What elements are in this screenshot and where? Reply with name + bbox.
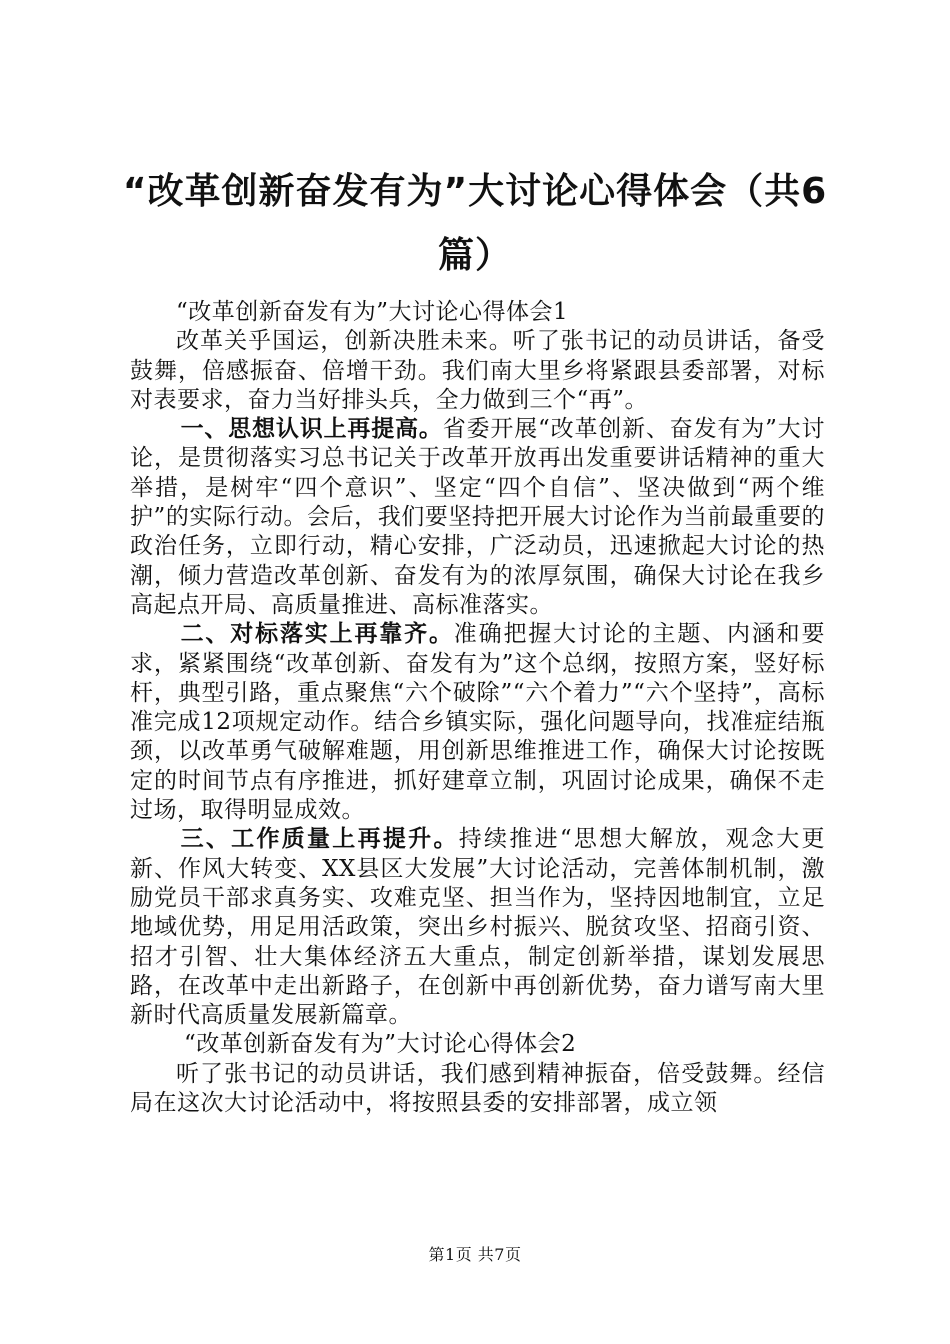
paragraph-3-body: 准确把握大讨论的主题、内涵和要求，紧紧围绕“改革创新、奋发有为”这个总纲，按照方案，竖好标杆，典型引路，重点聚焦“六个破除”“六个着力”“六个坚持”，高标准完成12项规定动作。结合乡镇实际，强化问题导向，找准症结瓶颈，以改革勇气破解难题，用创新思维推进工作，确保大讨论按既定的时间节点有序推进，抓好建章立制，巩固讨论成果，确保不走过场，取得明显成效。: [130, 621, 826, 824]
document-body: [130, 298, 825, 1118]
section-heading-2: “改革创新奋发有为”大讨论心得体会2: [184, 1031, 577, 1058]
paragraph-4: [130, 825, 825, 1030]
paragraph-2-body: 省委开展“改革创新、奋发有为”大讨论，是贯彻落实习总书记关于改革开放再出发重要讲话精神的重大举措，是树牢“四个意识”、坚定“四个自信”、坚决做到“两个维护”的实际行动。会后，我们要坚持把开展大讨论作为当前最重要的政治任务，立即行动，精心安排，广泛动员，迅速掀起大讨论的热潮，倾力营造改革创新、奋发有为的浓厚氛围，确保大讨论在我乡高起点开局、高质量推进、高标准落实。: [130, 416, 825, 618]
page-footer: 第1页 共7页: [428, 1245, 522, 1264]
paragraph-4-lead: 三、工作质量上再提升。: [180, 826, 459, 853]
paragraph-4-body: 持续推进“思想大解放，观念大更新、作风大转变、XX县区大发展”大讨论活动，完善体制机制，激励党员干部求真务实、攻难克坚、担当作为，坚持因地制宜，立足地域优势，用足用活政策，突出乡村振兴、脱贫攻坚、招商引资、招才引智、壮大集体经济五大重点，制定创新举措，谋划发展思路，在改革中走出新路子，在创新中再创新优势，奋力谱写南大里新时代高质量发展新篇章。: [130, 826, 826, 1029]
section-heading-1: “改革创新奋发有为”大讨论心得体会1: [176, 299, 569, 325]
paragraph-2-lead: 一、思想认识上再提高。: [180, 416, 443, 443]
paragraph-2: [130, 415, 825, 620]
paragraph-5: 听了张书记的动员讲话，我们感到精神振奋，倍受鼓舞。经信局在这次大讨论活动中，将按照县委的安排部署，成立领: [130, 1060, 825, 1117]
paragraph-1: 改革关乎国运，创新决胜未来。听了张书记的动员讲话，备受鼓舞，倍感振奋、倍增干劲。我们南大里乡将紧跟县委部署，对标对表要求，奋力当好排头兵，全力做到三个“再”。: [130, 328, 825, 413]
paragraph-3: [130, 620, 825, 825]
document-title: “改革创新奋发有为”大讨论心得体会（共6篇）: [122, 171, 828, 276]
paragraph-3-lead: 二、对标落实上再靠齐。: [180, 621, 454, 648]
